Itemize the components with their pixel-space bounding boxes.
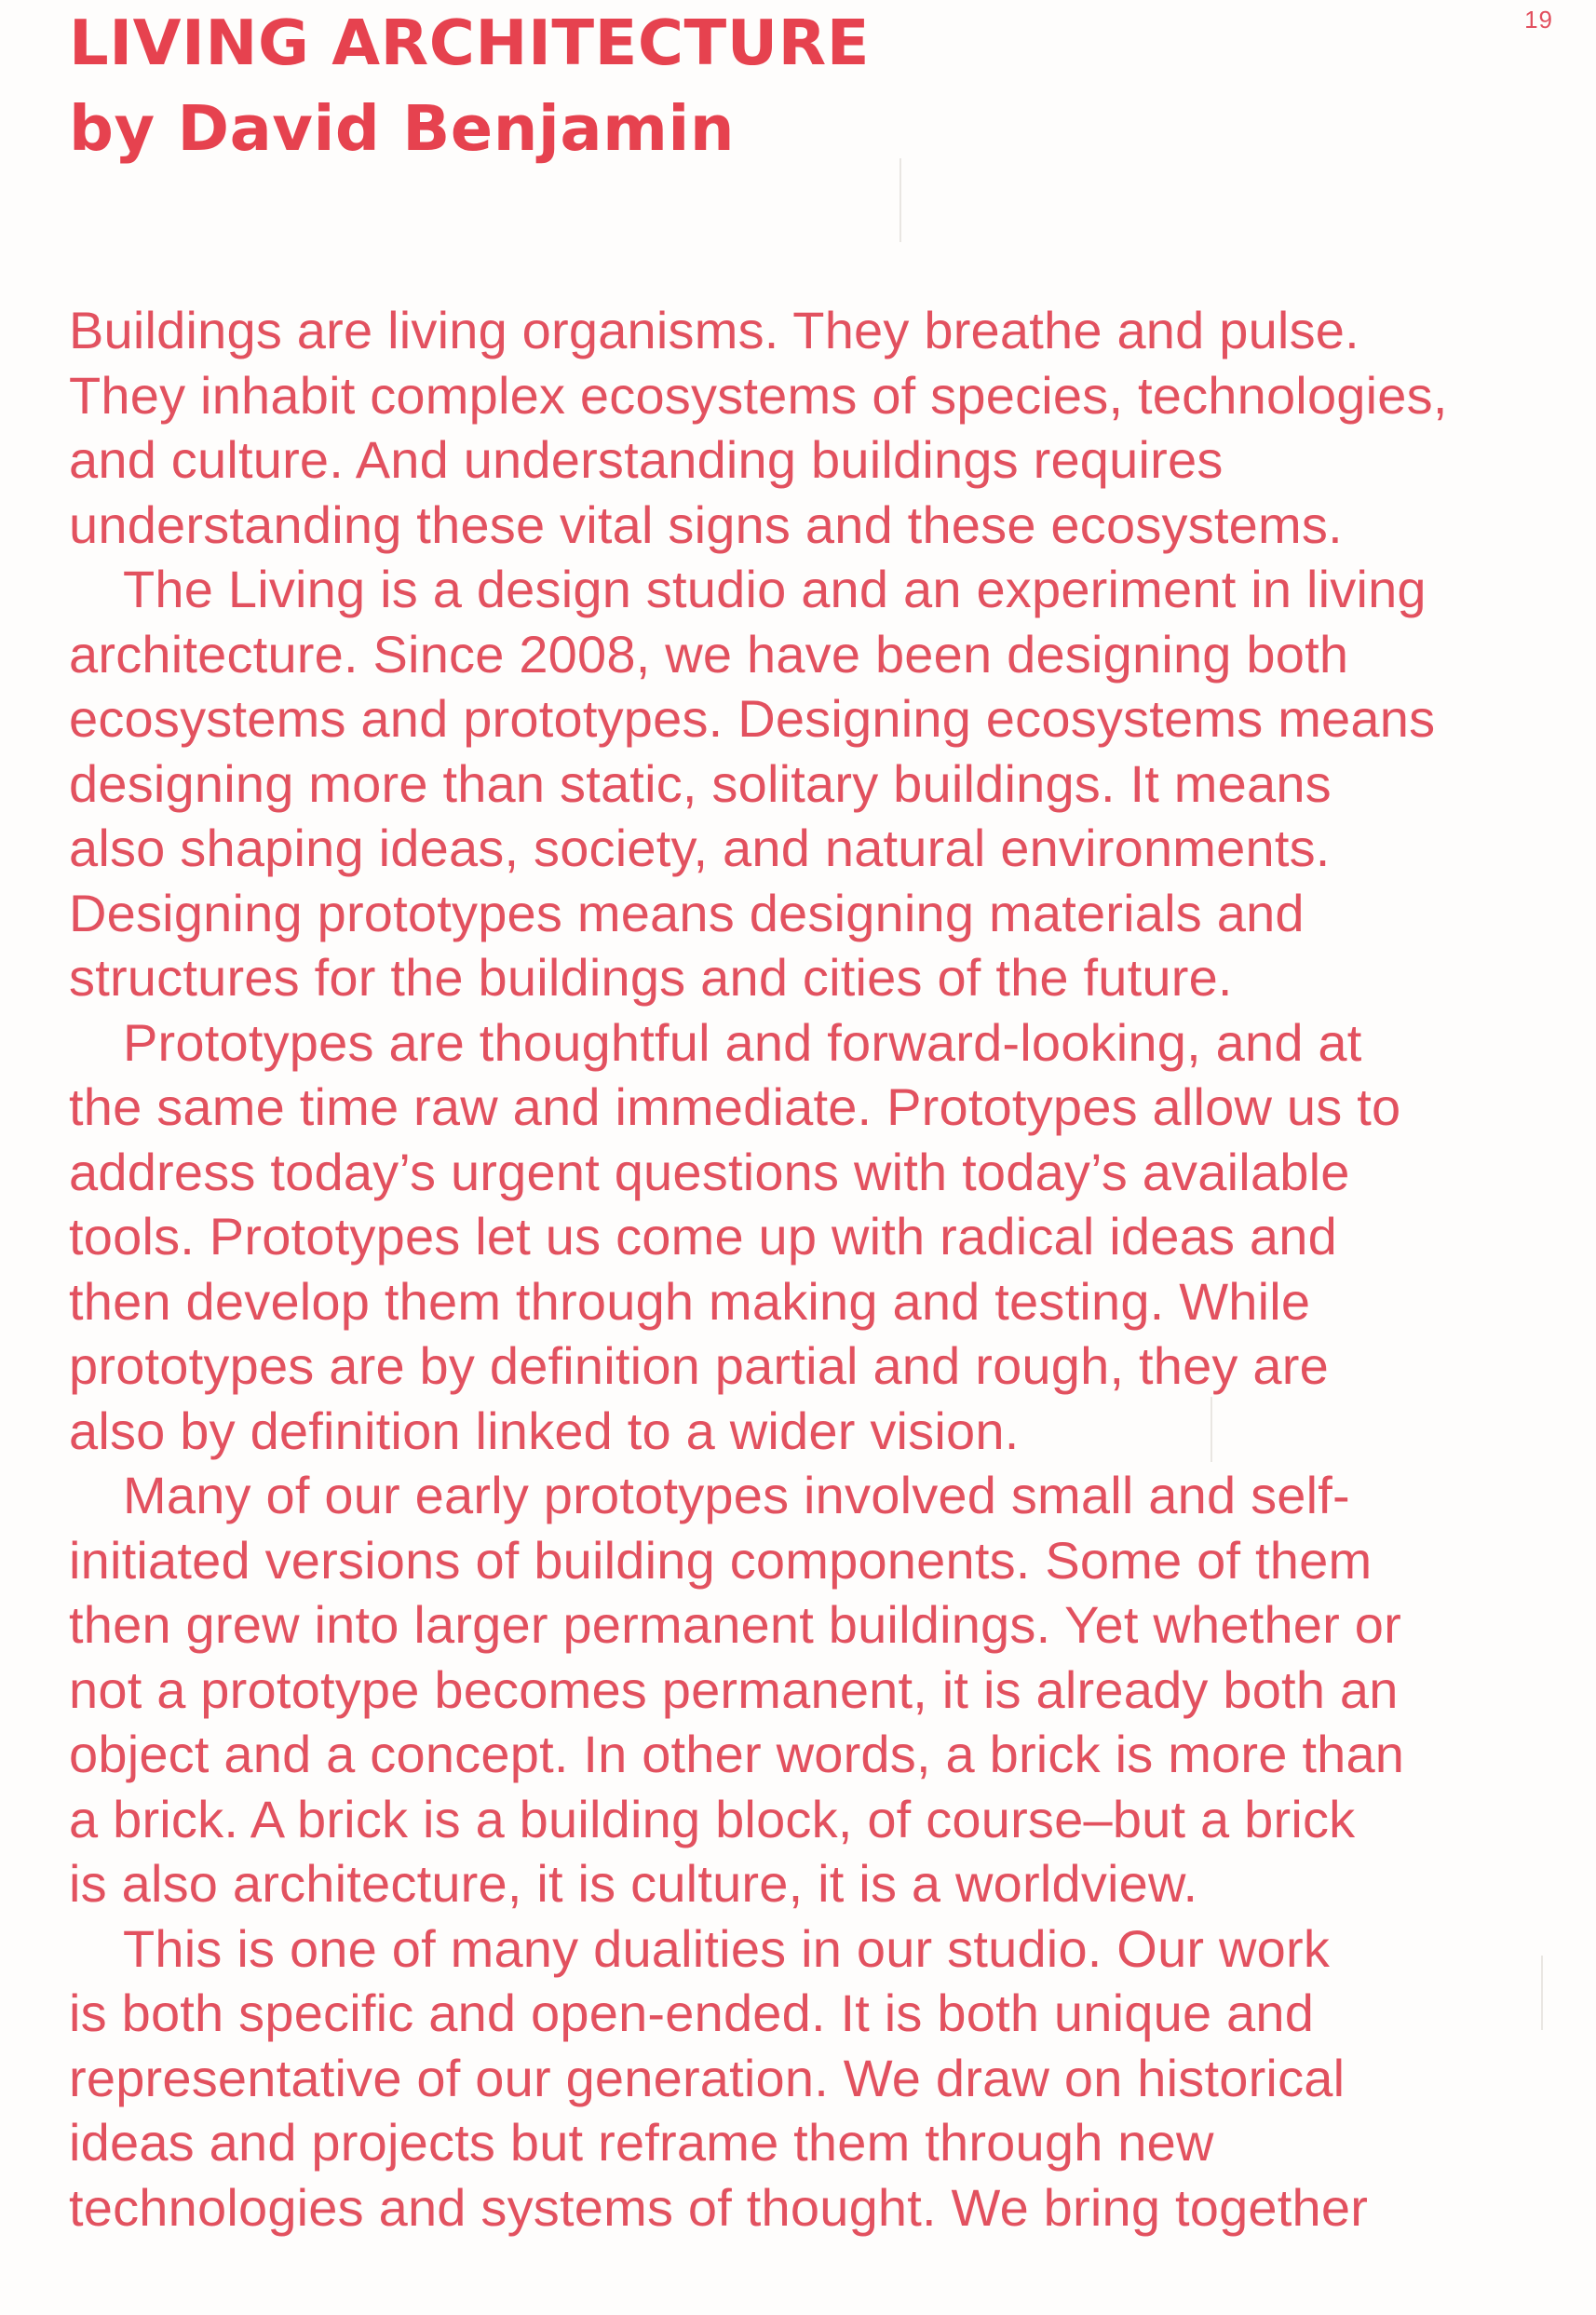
text-line: ecosystems and prototypes. Designing ecosystems means (69, 689, 1436, 748)
text-line: Many of our early prototypes involved small and self- (123, 1466, 1350, 1524)
article-byline: by David Benjamin (69, 92, 736, 165)
text-line: then develop them through making and testing. While (69, 1271, 1311, 1331)
paragraph (69, 1010, 1559, 1464)
article-body (69, 298, 1559, 2240)
text-line: The Living is a design studio and an experiment in living (123, 560, 1427, 618)
article-heading (69, 0, 870, 171)
text-line: ideas and projects but reframe them through new (69, 2113, 1214, 2172)
text-line: initiated versions of building components. Some of them (69, 1530, 1373, 1590)
text-line: and culture. And understanding buildings requires (69, 430, 1224, 489)
text-line: Buildings are living organisms. They breathe and pulse. (69, 301, 1359, 359)
text-line: Prototypes are thoughtful and forward-looking, and at (123, 1012, 1362, 1072)
text-line: tools. Prototypes let us come up with radical ideas and (69, 1207, 1337, 1266)
text-line: architecture. Since 2008, we have been designing both (69, 624, 1349, 684)
page-number: 19 (1524, 6, 1553, 34)
text-line: then grew into larger permanent buildings. Yet whether or (69, 1595, 1401, 1654)
text-line: is both specific and open-ended. It is both unique and (69, 1983, 1315, 2042)
text-line: not a prototype becomes permanent, it is already both an (69, 1659, 1399, 1719)
text-line: designing more than static, solitary buildings. It means (69, 753, 1332, 813)
paragraph (69, 557, 1559, 1010)
scan-artifact (899, 158, 901, 242)
text-line: structures for the buildings and cities of the future. (69, 948, 1233, 1007)
text-line: also shaping ideas, society, and natural environments. (69, 819, 1331, 877)
text-line: representative of our generation. We draw on historical (69, 2048, 1346, 2107)
text-line: They inhabit complex ecosystems of species, technologies, (69, 365, 1448, 425)
text-line: a brick. A brick is a building block, of course–but a brick (69, 1789, 1356, 1848)
text-line: the same time raw and immediate. Prototypes allow us to (69, 1077, 1401, 1136)
article-title: LIVING ARCHITECTURE (69, 7, 871, 79)
paragraph (69, 1463, 1559, 1916)
text-line: Designing prototypes means designing materials and (69, 883, 1305, 942)
text-line: technologies and systems of thought. We bring together (69, 2177, 1369, 2237)
paragraph (69, 298, 1559, 557)
text-line: also by definition linked to a wider vision. (69, 1401, 1020, 1460)
text-line: This is one of many dualities in our studio. Our work (123, 1918, 1331, 1978)
text-line: object and a concept. In other words, a brick is more than (69, 1725, 1405, 1783)
text-line: understanding these vital signs and these ecosystems. (69, 494, 1343, 554)
paragraph (69, 1916, 1559, 2241)
text-line: prototypes are by definition partial and rough, they are (69, 1336, 1329, 1395)
text-line: is also architecture, it is culture, it is a worldview. (69, 1854, 1198, 1913)
text-line: address today’s urgent questions with today’s available (69, 1142, 1350, 1201)
